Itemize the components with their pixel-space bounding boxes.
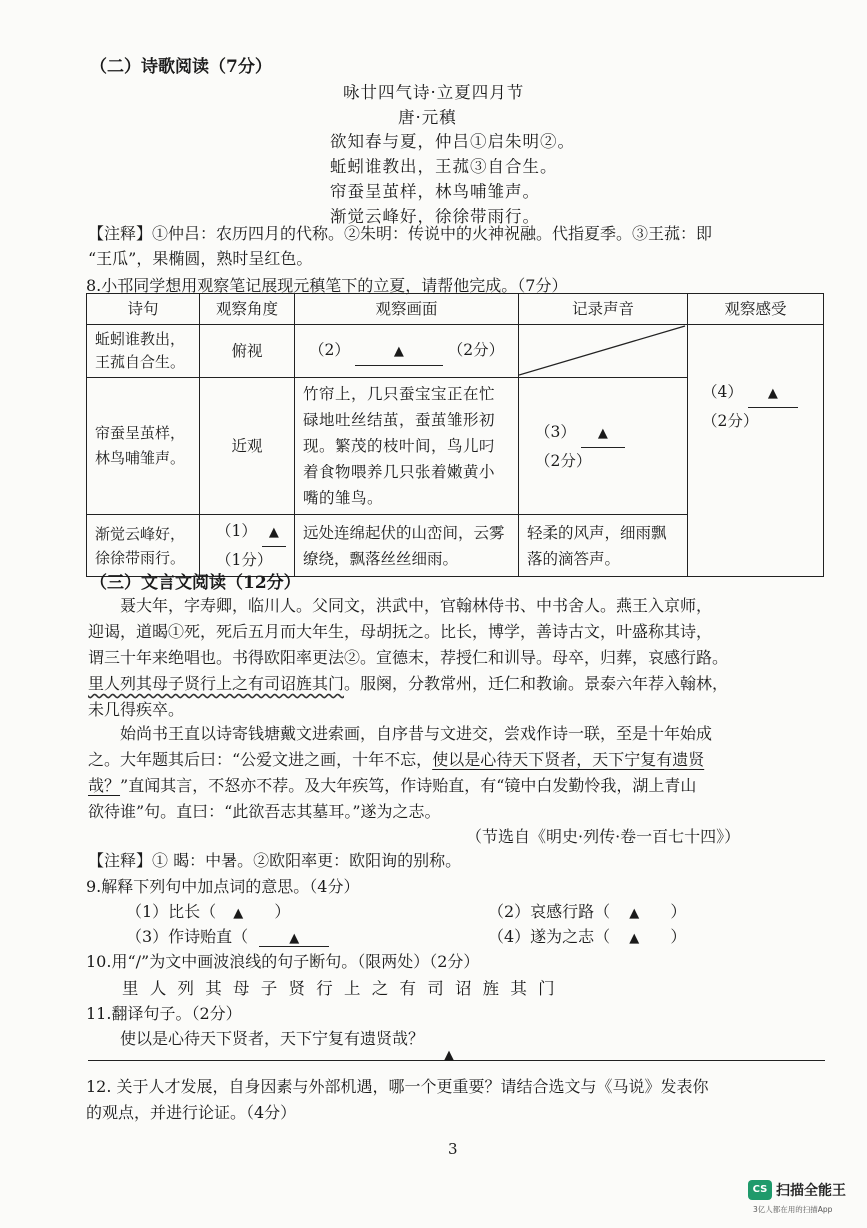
- triangle-icon: ▲: [393, 343, 404, 359]
- passage-note: 【注释】① 暍：中暑。②欧阳率更：欧阳询的别称。: [88, 851, 462, 870]
- angle-cell: 近观: [200, 378, 295, 515]
- triangle-icon: ▲: [444, 1048, 454, 1063]
- triangle-icon: ▲: [597, 425, 608, 441]
- underlined-sentence: 使以是心待天下贤者，天下宁复有遗贤: [432, 750, 705, 769]
- blank-label: （4）: [702, 383, 743, 401]
- table-header-row: [87, 294, 824, 325]
- blank-label: （2）: [309, 340, 350, 359]
- header-cell: 观察画面: [295, 294, 519, 325]
- wavy-underlined-sentence: 里人列其母子贤行上之有司诏旌其门: [88, 674, 345, 693]
- passage-line: 谓三十年来绝唱也。书得欧阳率更法②。宣德末，荐授仁和训导。母卒，归葬，哀感行路。: [88, 648, 729, 667]
- q10-sentence: 里 人 列 其 母 子 贤 行 上 之 有 司 诏 旌 其 门: [122, 979, 558, 998]
- scanner-brand: 扫描全能王: [776, 1183, 846, 1199]
- table-row: [87, 325, 824, 378]
- scene-cell: [295, 325, 519, 378]
- q9-item-label: （4）遂为之志（: [488, 927, 611, 946]
- passage-line: 欲待谁”句。直曰：“此欲吾志其墓耳。”遂为之志。: [88, 802, 441, 821]
- q9-item-label: （3）作诗贻直（: [126, 927, 249, 946]
- q9-item-close: ）: [274, 902, 291, 921]
- sound-cell: [519, 378, 688, 515]
- question-10: 10.用“/”为文中画波浪线的句子断句。（限两处）（2分）: [86, 952, 480, 971]
- passage-line: 聂大年，字寿卿，临川人。父同文，洪武中，官翰林侍书、中书舍人。燕王入京师，: [120, 596, 713, 615]
- header-cell: 观察感受: [688, 294, 824, 325]
- blank-label: （1）: [216, 522, 257, 540]
- sound-cell: 轻柔的风声，细雨飘落的滴答声。: [519, 515, 688, 577]
- passage-text: ”直闻其言，不怒亦不荐。及大年疾笃，作诗贻直，有“镜中白发勤怜我，湖上青山: [120, 776, 697, 795]
- q9-item-4: [488, 924, 686, 947]
- blank-label: （3）: [535, 422, 576, 441]
- passage-text: 之。大年题其后曰：“公爱文进之画，十年不忘，: [88, 750, 433, 769]
- header-cell: 记录声音: [519, 294, 688, 325]
- poem-note: 【注释】①仲吕：农历四月的代称。②朱明：传说中的火神祝融。代指夏季。③王菰：即: [88, 224, 713, 243]
- header-cell: 诗句: [87, 294, 200, 325]
- points-label: （2分）: [535, 451, 592, 470]
- scanner-tagline: 3亿人都在用的扫描App: [753, 1205, 833, 1214]
- triangle-icon: ▲: [268, 525, 279, 540]
- passage-line: [88, 747, 704, 773]
- poem-cell: 帘蚕呈茧样，林鸟哺雏声。: [87, 378, 200, 515]
- triangle-icon: ▲: [233, 906, 244, 921]
- diagonal-line: [519, 325, 687, 377]
- poem-cell: 渐觉云峰好，徐徐带雨行。: [87, 515, 200, 577]
- poem-line: 帘蚕呈茧样，林鸟哺雏声。: [330, 182, 540, 201]
- question-8: 8.小邗同学想用观察笔记展现元稹笔下的立夏，请帮他完成。（7分）: [86, 276, 568, 295]
- q9-item-2: [488, 899, 686, 922]
- passage-source: （节选自《明史·列传·卷一百七十四》）: [466, 827, 741, 846]
- passage-line: 迎谒，道暍①死，死后五月而大年生，母胡抚之。比长，博学，善诗古文，叶盛称其诗，: [88, 622, 713, 641]
- feel-cell: [688, 325, 824, 577]
- poem-line: 渐觉云峰好，徐徐带雨行。: [330, 207, 540, 226]
- question-12: 12. 关于人才发展，自身因素与外部机遇，哪一个更重要？请结合选文与《马说》发表你: [86, 1077, 709, 1096]
- passage-text: 。服阕，分教常州，迁仁和教谕。景泰六年荐入翰林，: [344, 674, 729, 693]
- observation-table: [86, 293, 824, 577]
- points-label: （2分）: [447, 340, 505, 359]
- passage-line: 始尚书王直以诗寄钱塘戴文进索画，自序昔与文进交，尝戏作诗一联，至是十年始成: [120, 724, 713, 743]
- question-12-cont: 的观点，并进行论证。（4分）: [86, 1103, 297, 1122]
- poem-note-cont: “王瓜”，果椭圆，熟时呈红色。: [88, 249, 313, 268]
- q9-item-label: （2）哀感行路（: [488, 902, 611, 921]
- poem-author: 唐·元稹: [398, 108, 457, 127]
- question-11: 11.翻译句子。（2分）: [86, 1004, 242, 1023]
- q9-item-close: ）: [670, 927, 687, 946]
- answer-blank[interactable]: [581, 419, 625, 448]
- answer-blank[interactable]: [262, 518, 286, 547]
- angle-cell: 俯视: [200, 325, 295, 378]
- q9-item-3: [126, 924, 329, 947]
- q11-sentence: 使以是心待天下贤者，天下宁复有遗贤哉？: [120, 1029, 425, 1048]
- triangle-icon: ▲: [289, 931, 300, 946]
- section-title-classical: （三）文言文阅读（12分）: [90, 573, 301, 593]
- passage-line: [88, 671, 728, 697]
- points-label: （1分）: [216, 551, 273, 569]
- answer-blank[interactable]: [748, 379, 798, 408]
- underlined-sentence: 哉？: [88, 776, 121, 795]
- poem-title: 咏廿四气诗·立夏四月节: [343, 83, 525, 102]
- triangle-icon: ▲: [629, 931, 640, 946]
- passage-line: 未几得疾卒。: [88, 700, 185, 719]
- q9-item-label: （1）比长（: [126, 902, 217, 921]
- q9-item-close: ）: [670, 902, 687, 921]
- q9-item-1: [126, 899, 290, 922]
- poem-cell: 蚯蚓谁教出，王菰自合生。: [87, 325, 200, 378]
- passage-line: [88, 773, 696, 799]
- section-title-poetry: （二）诗歌阅读（7分）: [90, 57, 272, 77]
- scene-cell: 竹帘上，几只蚕宝宝正在忙碌地吐丝结茧，蚕茧雏形初现。繁茂的枝叶间，鸟儿叼着食物喂养几只张着嫩黄小嘴的雏鸟。: [295, 378, 519, 515]
- question-9: 9.解释下列句中加点词的意思。（4分）: [86, 877, 360, 896]
- triangle-icon: ▲: [767, 386, 778, 401]
- poem-line: 蚯蚓谁教出，王菰③自合生。: [330, 157, 558, 176]
- header-cell: 观察角度: [200, 294, 295, 325]
- sound-cell-empty: [519, 325, 688, 378]
- answer-blank[interactable]: [259, 927, 329, 947]
- q11-answer-line[interactable]: [88, 1060, 825, 1061]
- page-number: 3: [448, 1140, 458, 1158]
- triangle-icon: ▲: [629, 906, 640, 921]
- scene-cell: 远处连绵起伏的山峦间，云雾缭绕，飘落丝丝细雨。: [295, 515, 519, 577]
- answer-blank[interactable]: [355, 337, 443, 366]
- poem-line: 欲知春与夏，仲吕①启朱明②。: [330, 132, 575, 151]
- scanner-logo: CS: [748, 1180, 772, 1200]
- points-label: （2分）: [702, 412, 759, 430]
